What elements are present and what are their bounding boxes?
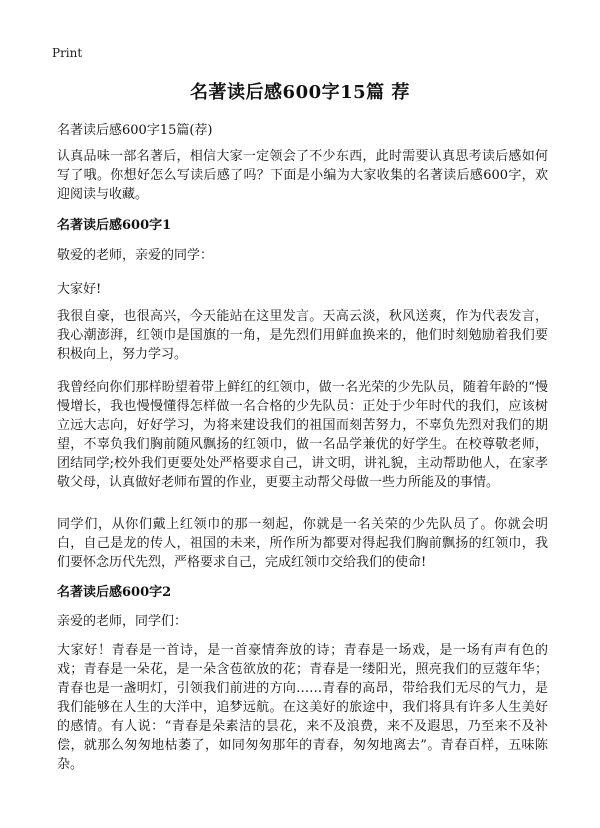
section-1-paragraph-1: 我很自豪，也很高兴，今天能站在这里发言。天高云淡，秋风送爽，作为代表发言，我心潮澎湃，红领巾是国旗的一角，是先烈们用鲜血换来的，他们时刻勉励着我们要积极向上，努力学习。	[57, 309, 548, 362]
print-link[interactable]: Print	[52, 46, 83, 60]
section-2-salutation: 亲爱的老师，同学们：	[57, 614, 188, 629]
document-subtitle: 名著读后感600字15篇(荐)	[57, 123, 213, 138]
section-1-paragraph-3: 同学们，从你们戴上红领巾的那一刻起，你就是一名关荣的少先队员了。你就会明白，自己是龙的传人，祖国的未来，所作所为都要对得起我们胸前飘扬的红领巾，我们要怀念历代先烈，严格要求自己，完成红领巾交给我们的使命!	[57, 517, 548, 570]
intro-paragraph: 认真品味一部名著后，相信大家一定领会了不少东西，此时需要认真思考读后感如何写了哦。你想好怎么写读后感了吗？下面是小编为大家收集的名著读后感600字，欢迎阅读与收藏。	[57, 149, 548, 202]
section-2-heading: 名著读后感600字2	[57, 585, 172, 600]
section-1-greeting: 大家好!	[57, 282, 102, 297]
document-title: 名著读后感600字15篇 荐	[190, 82, 410, 103]
section-1-salutation: 敬爱的老师，亲爱的同学：	[57, 248, 214, 263]
section-1-paragraph-2: 我曾经向你们那样盼望着带上鲜红的红领巾，做一名光荣的少先队员，随着年龄的“慢慢增长，我也慢慢懂得怎样做一名合格的少先队员：正处于少年时代的我们，应该树立远大志向，好好学习，为将来建设我们的祖国而刻苦努力，不辜负先烈对我们的期望，不辜负我们胸前随风飘扬的红领巾，做一名品学兼优的好学生。在校尊敬老师，团结同学;校外我们更要处处严格要求自己，讲文明，讲礼貌，主动帮助他人，在家孝敬父母，认真做好老师布置的作业，更要主动帮父母做一些力所能及的事情。	[57, 380, 548, 490]
section-1-heading: 名著读后感600字1	[57, 218, 172, 233]
section-2-paragraph-1: 大家好！青春是一首诗，是一首豪情奔放的诗；青春是一场戏，是一场有声有色的戏；青春是一朵花，是一朵含苞欲放的花；青春是一缕阳光，照亮我们的豆蔻年华；青春也是一盏明灯，引领我们前进的方向……青春的高昂，带给我们无尽的气力，是我们能够在人生的大洋中，追梦远航。在这美好的旅途中，我们将具有许多人生美好的感情。有人说：“青春是朵素洁的昙花，来不及浪费，来不及遐思，乃至来不及补偿，就那么匆匆地枯萎了，如同匆匆那年的青春，匆匆地离去”。青春百样，五味陈杂。	[57, 643, 548, 772]
